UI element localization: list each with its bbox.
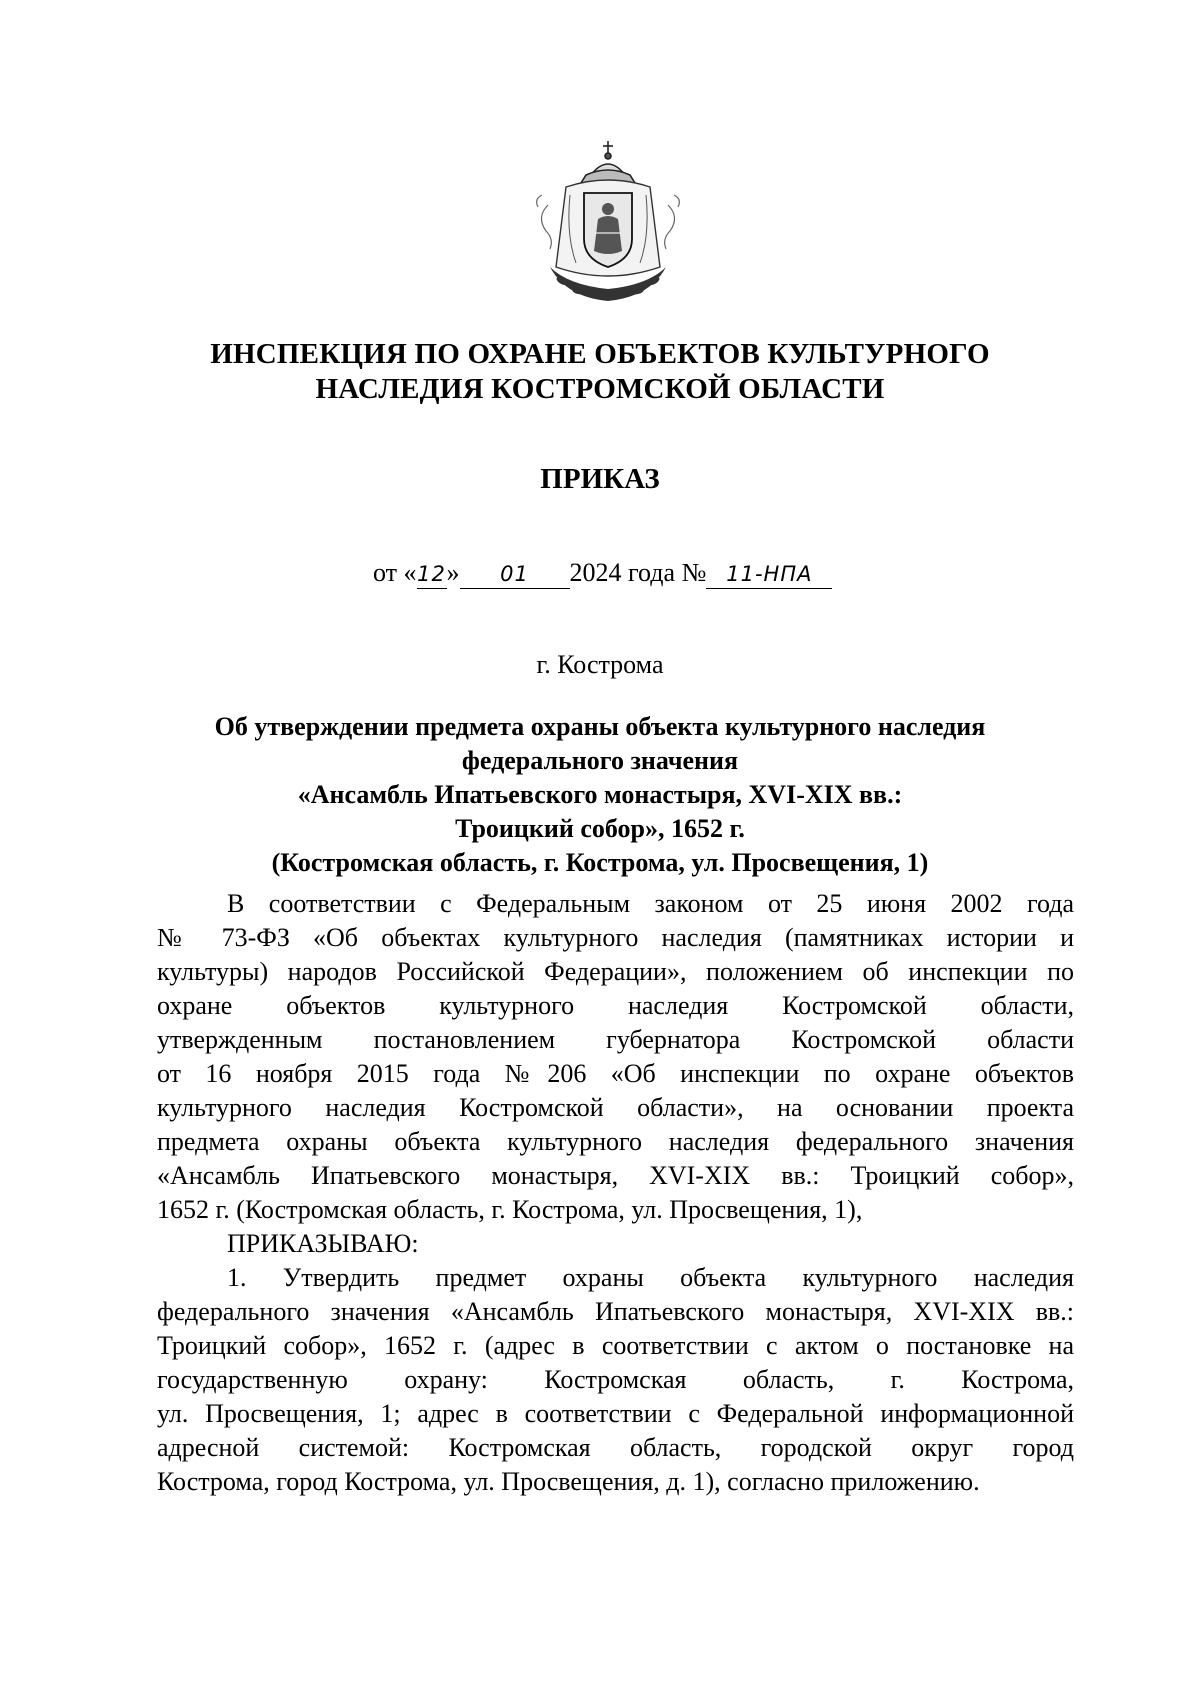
preamble-line: от 16 ноября 2015 года №206 «Об инспекции по охране объектов <box>157 1059 1074 1088</box>
organization-name-line-2: НАСЛЕДИЯ КОСТРОМСКОЙ ОБЛАСТИ <box>315 373 885 405</box>
preamble-line: «Ансамбль Ипатьевского монастыря, XVI-XIX вв.: Троицкий собор», <box>157 1161 1074 1190</box>
preamble-paragraph <box>157 887 1074 1499</box>
item-1-line: адресной системой: Костромская область, городской округ город <box>157 1433 1074 1462</box>
document-type: ПРИКАЗ <box>540 463 660 495</box>
preamble-line: предмета охраны объекта культурного наследия федерального значения <box>157 1127 1074 1156</box>
item-1-line: Кострома, город Кострома, ул. Просвещения, д. 1), согласно приложению. <box>157 1467 980 1496</box>
preamble-line: культурного наследия Костромской области», на основании проекта <box>157 1093 1074 1122</box>
item-1-line: федерального значения «Ансамбль Ипатьевского монастыря, XVI-XIX вв.: <box>157 1297 1074 1326</box>
document-number: 11-НПА <box>706 560 832 589</box>
preamble-line: В соответствии с Федеральным законом от 25 июня 2002 года <box>227 889 1074 918</box>
document-title <box>0 710 1200 880</box>
item-1-line: Троицкий собор», 1652 г. (адрес в соответствии с актом о постановке на <box>157 1331 1074 1360</box>
item-1-line: ул. Просвещения, 1; адрес в соответствии с Федеральной информационной <box>157 1399 1074 1428</box>
title-line: Троицкий собор», 1652 г. <box>455 814 745 843</box>
title-line: (Костромская область, г. Кострома, ул. Просвещения, 1) <box>271 848 929 877</box>
date-mid: » <box>446 558 460 587</box>
preamble-line: охране объектов культурного наследия Костромской области, <box>157 991 1074 1020</box>
order-word: ПРИКАЗЫВАЮ: <box>227 1229 419 1258</box>
item-1-line: государственную охрану: Костромская область, г. Кострома, <box>157 1365 1074 1394</box>
preamble-line: № 73-ФЗ «Об объектах культурного наследия (памятниках истории и <box>157 923 1074 952</box>
date-number-line <box>373 558 832 589</box>
preamble-line: утвержденным постановлением губернатора Костромской области <box>157 1025 1074 1054</box>
coat-of-arms-icon <box>526 135 690 305</box>
organization-name-line-1: ИНСПЕКЦИЯ ПО ОХРАНЕ ОБЪЕКТОВ КУЛЬТУРНОГО <box>210 338 990 370</box>
city: г. Кострома <box>536 650 664 679</box>
date-year-text: 2024 года № <box>569 558 707 587</box>
title-line: Об утверждении предмета охраны объекта культурного наследия <box>214 712 986 741</box>
item-1-line: 1. Утвердить предмет охраны объекта культурного наследия <box>227 1263 1074 1292</box>
date-prefix: от « <box>373 558 417 587</box>
preamble-line: 1652 г. (Костромская область, г. Кострома, ул. Просвещения, 1), <box>157 1195 863 1224</box>
title-line: федерального значения <box>461 746 739 775</box>
date-month: 01 <box>460 560 570 589</box>
title-line: «Ансамбль Ипатьевского монастыря, XVI-XIX вв.: <box>297 780 903 809</box>
date-day: 12 <box>417 560 447 589</box>
preamble-line: культуры) народов Российской Федерации», положением об инспекции по <box>157 957 1074 986</box>
